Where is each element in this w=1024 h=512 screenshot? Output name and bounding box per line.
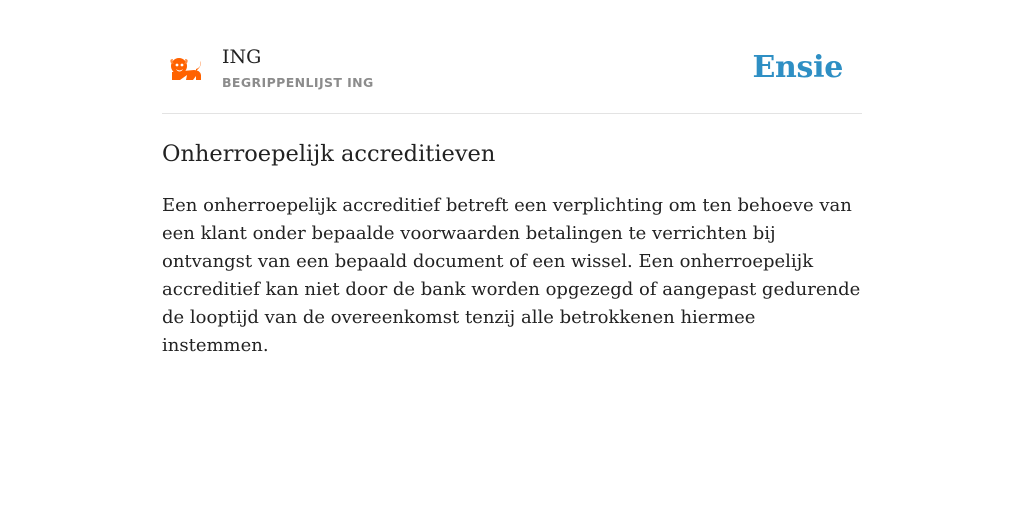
article-body: Een onherroepelijk accreditief betreft een verplichting om ten behoeve van een klant onder bepaalde voorwaarden betalingen te verrichten bij ontvangst van een bepaald document of een wissel. Een onherroepelijk accreditief kan niet door de bank worden opgezegd of aangepast gedurende de looptijd van de overeenkomst tenzij alle betrokkenen hiermee instemmen. bbox=[162, 195, 861, 356]
page-title: Onherroepelijk accreditieven bbox=[162, 141, 496, 167]
org-subtitle[interactable]: BEGRIPPENLIJST ING bbox=[222, 75, 374, 90]
org-name[interactable]: ING bbox=[222, 46, 262, 68]
header bbox=[162, 0, 862, 114]
page bbox=[162, 0, 862, 360]
lion-icon bbox=[166, 55, 204, 83]
brand-logo[interactable]: Ensie bbox=[752, 50, 843, 85]
